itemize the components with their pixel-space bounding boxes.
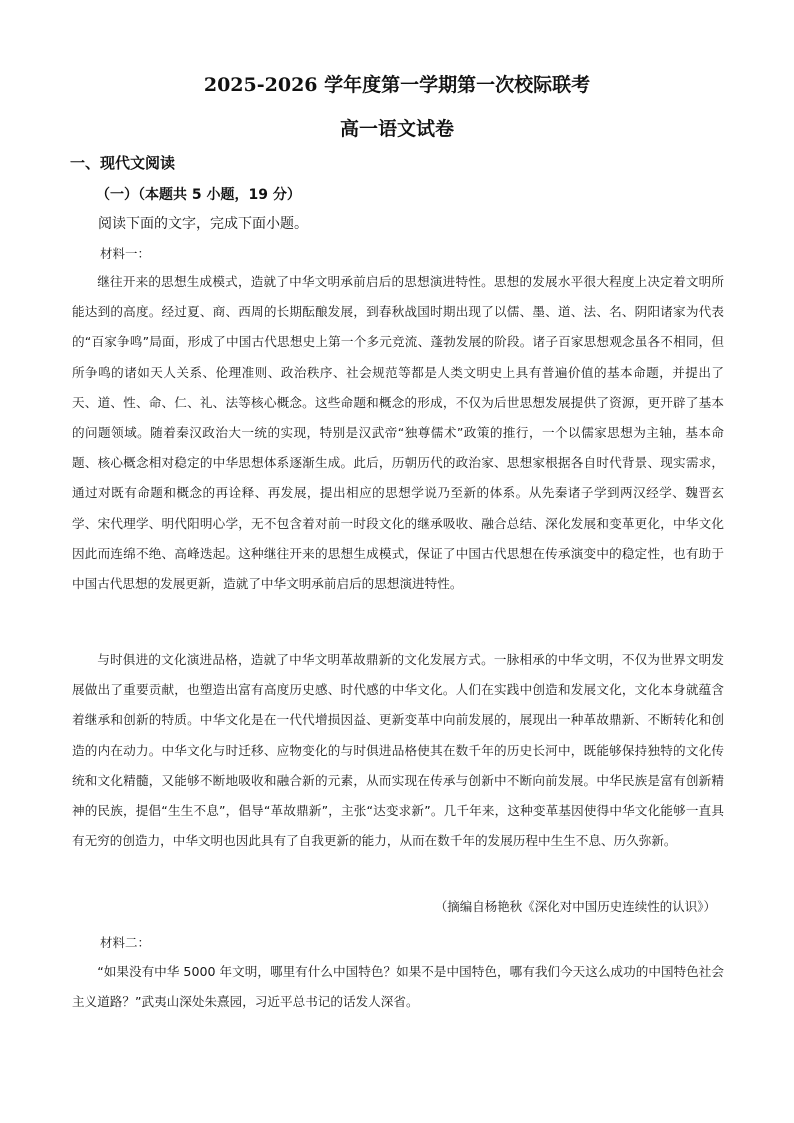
material-one-label: 材料一： (100, 246, 151, 261)
reading-instruction: 阅读下面的文字，完成下面小题。 (98, 216, 308, 232)
section-heading: 一、现代文阅读 (70, 154, 176, 172)
exam-title: 2025-2026 学年度第一学期第一次校际联考 (203, 74, 591, 96)
material-one-paragraph-1: 继往开来的思想生成模式，造就了中华文明承前启后的思想演进特性。思想的发展水平很大程度上决定着文明所能达到的高度。经过夏、商、西周的长期酝酿发展，到春秋战国时期出现了以儒、墨、道、法、名、阴阳诸家为代表的“百家争鸣”局面，形成了中国古代思想史上第一个多元竞流、蓬勃发展的阶段。诸子百家思想观念虽各不相同，但所争鸣的诸如天人关系、伦理准则、政治秩序、社会规范等都是人类文明史上具有普遍价值的基本命题，并提出了天、道、性、命、仁、礼、法等核心概念。这些命题和概念的形成，不仅为后世思想发展提供了资源，更开辟了基本的问题领域。随着秦汉政治大一统的实现，特别是汉武帝“独尊儒术”政策的推行，一个以儒家思想为主轴，基本命题、核心概念相对稳定的中华思想体系逐渐生成。此后，历朝历代的政治家、思想家根据各自时代背景、现实需求，通过对既有命题和概念的再诠释、再发展，提出相应的思想学说乃至新的体系。从先秦诸子学到两汉经学、魏晋玄学、宋代理学、明代阳明心学，无不包含着对前一时段文化的继承吸收、融合总结、深化发展和变革更化，中华文化因此而连绵不绝、高峰迭起。这种继往开来的思想生成模式，保证了中国古代思想在传承演变中的稳定性，也有助于中国古代思想的发展更新，造就了中华文明承前启后的思想演进特性。 (72, 274, 724, 592)
material-one-paragraph-2: 与时俱进的文化演进品格，造就了中华文明革故鼎新的文化发展方式。一脉相承的中华文明，不仅为世界文明发展做出了重要贡献，也塑造出富有高度历史感、时代感的中华文化。人们在实践中创造和发展文化，文化本身就蕴含着继承和创新的特质。中华文化是在一代代增损因益、更新变革中向前发展的，展现出一种革故鼎新、不断转化和创造的内在动力。中华文化与时迁移、应物变化的与时俱进品格使其在数千年的历史长河中，既能够保持独特的文化传统和文化精髓，又能够不断地吸收和融合新的元素，从而实现在传承与创新中不断向前发展。中华民族是富有创新精神的民族，提倡“生生不息”，倡导“革故鼎新”，主张“达变求新”。几千年来，这种变革基因使得中华文化能够一直具有无穷的创造力，中华文明也因此具有了自我更新的能力，从而在数千年的发展历程中生生不息、历久弥新。 (72, 652, 724, 849)
material-two-label: 材料二： (100, 935, 151, 950)
material-one-citation: （摘编自杨艳秋《深化对中国历史连续性的认识》） (434, 899, 716, 914)
material-two-paragraph-1: “如果没有中华 5000 年文明，哪里有什么中国特色？如果不是中国特色，哪有我们今天这么成功的中国特色社会主义道路？”武夷山深处朱熹园，习近平总书记的话发人深省。 (72, 964, 724, 1010)
section-subheading: （一）（本题共 5 小题，19 分） (96, 187, 301, 203)
paper-title: 高一语文试卷 (339, 118, 454, 140)
